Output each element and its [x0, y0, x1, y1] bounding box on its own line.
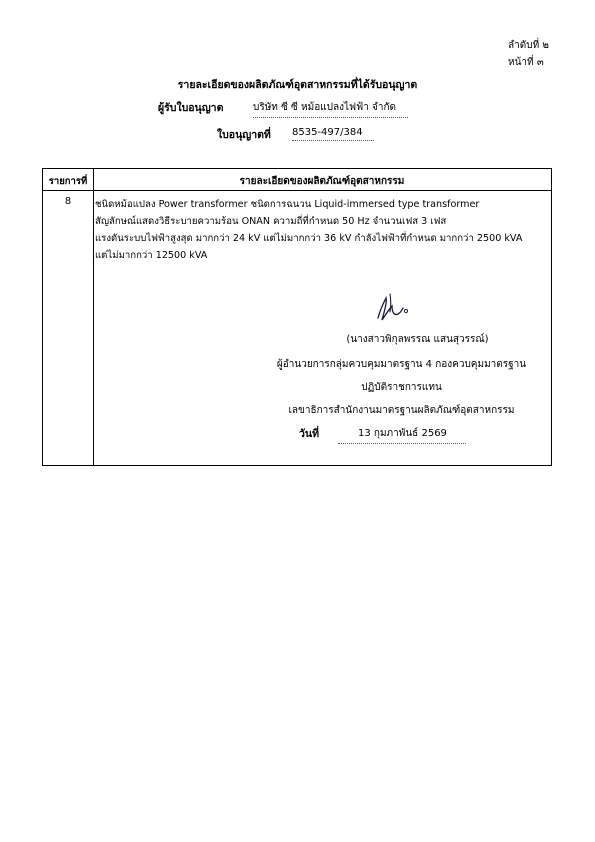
signatory-position: ผู้อำนวยการกลุ่มควบคุมมาตรฐาน 4 กองควบคุมมาตรฐาน — [276, 359, 527, 370]
signatory-name: (นางสาวพิกุลพรรณ แสนสุวรรณ์) — [346, 334, 489, 345]
license-number-label: ใบอนุญาตที่ — [217, 129, 271, 141]
column-header-item: รายการที่ — [48, 176, 88, 187]
header-divider — [43, 190, 551, 191]
product-details-table — [42, 168, 552, 466]
license-holder-value: บริษัท ซี ซี หม้อแปลงไฟฟ้า จำกัด — [253, 100, 408, 118]
license-number-value: 8535-497/384 — [292, 127, 374, 141]
signatory-acting-for: ปฏิบัติราชการแทน — [361, 382, 442, 393]
handwritten-signature — [372, 288, 412, 328]
column-header-details: รายละเอียดของผลิตภัณฑ์อุตสาหกรรม — [239, 176, 405, 187]
table-row-item-number: 8 — [64, 196, 72, 207]
document-title: รายละเอียดของผลิตภัณฑ์อุตสาหกรรมที่ได้รับอนุญาต — [177, 79, 418, 91]
description-line: แรงดันระบบไฟฟ้าสูงสุด มากกว่า 24 kV แต่ไม่มากกว่า 36 kV กำลังไฟฟ้าที่กำหนด มากกว่า 2500 kVA — [95, 233, 523, 244]
date-label: วันที่ — [299, 428, 319, 440]
sequence-number: ลำดับที่ ๒ — [508, 40, 549, 51]
date-value: 13 กุมภาพันธ์ 2569 — [338, 426, 466, 444]
description-line: ชนิดหม้อแปลง Power transformer ชนิดการฉนวน Liquid-immersed type transformer — [95, 199, 480, 210]
table-row-description — [95, 196, 547, 264]
signatory-authority: เลขาธิการสำนักงานมาตรฐานผลิตภัณฑ์อุตสาหกรรม — [288, 405, 515, 416]
description-line: สัญลักษณ์แสดงวิธีระบายความร้อน ONAN ความถี่ที่กำหนด 50 Hz จำนวนเฟส 3 เฟส — [95, 216, 447, 227]
page-number: หน้าที่ ๓ — [508, 57, 544, 68]
column-divider — [93, 169, 94, 465]
description-line: แต่ไม่มากกว่า 12500 kVA — [95, 250, 208, 261]
license-holder-label: ผู้รับใบอนุญาต — [158, 102, 224, 114]
